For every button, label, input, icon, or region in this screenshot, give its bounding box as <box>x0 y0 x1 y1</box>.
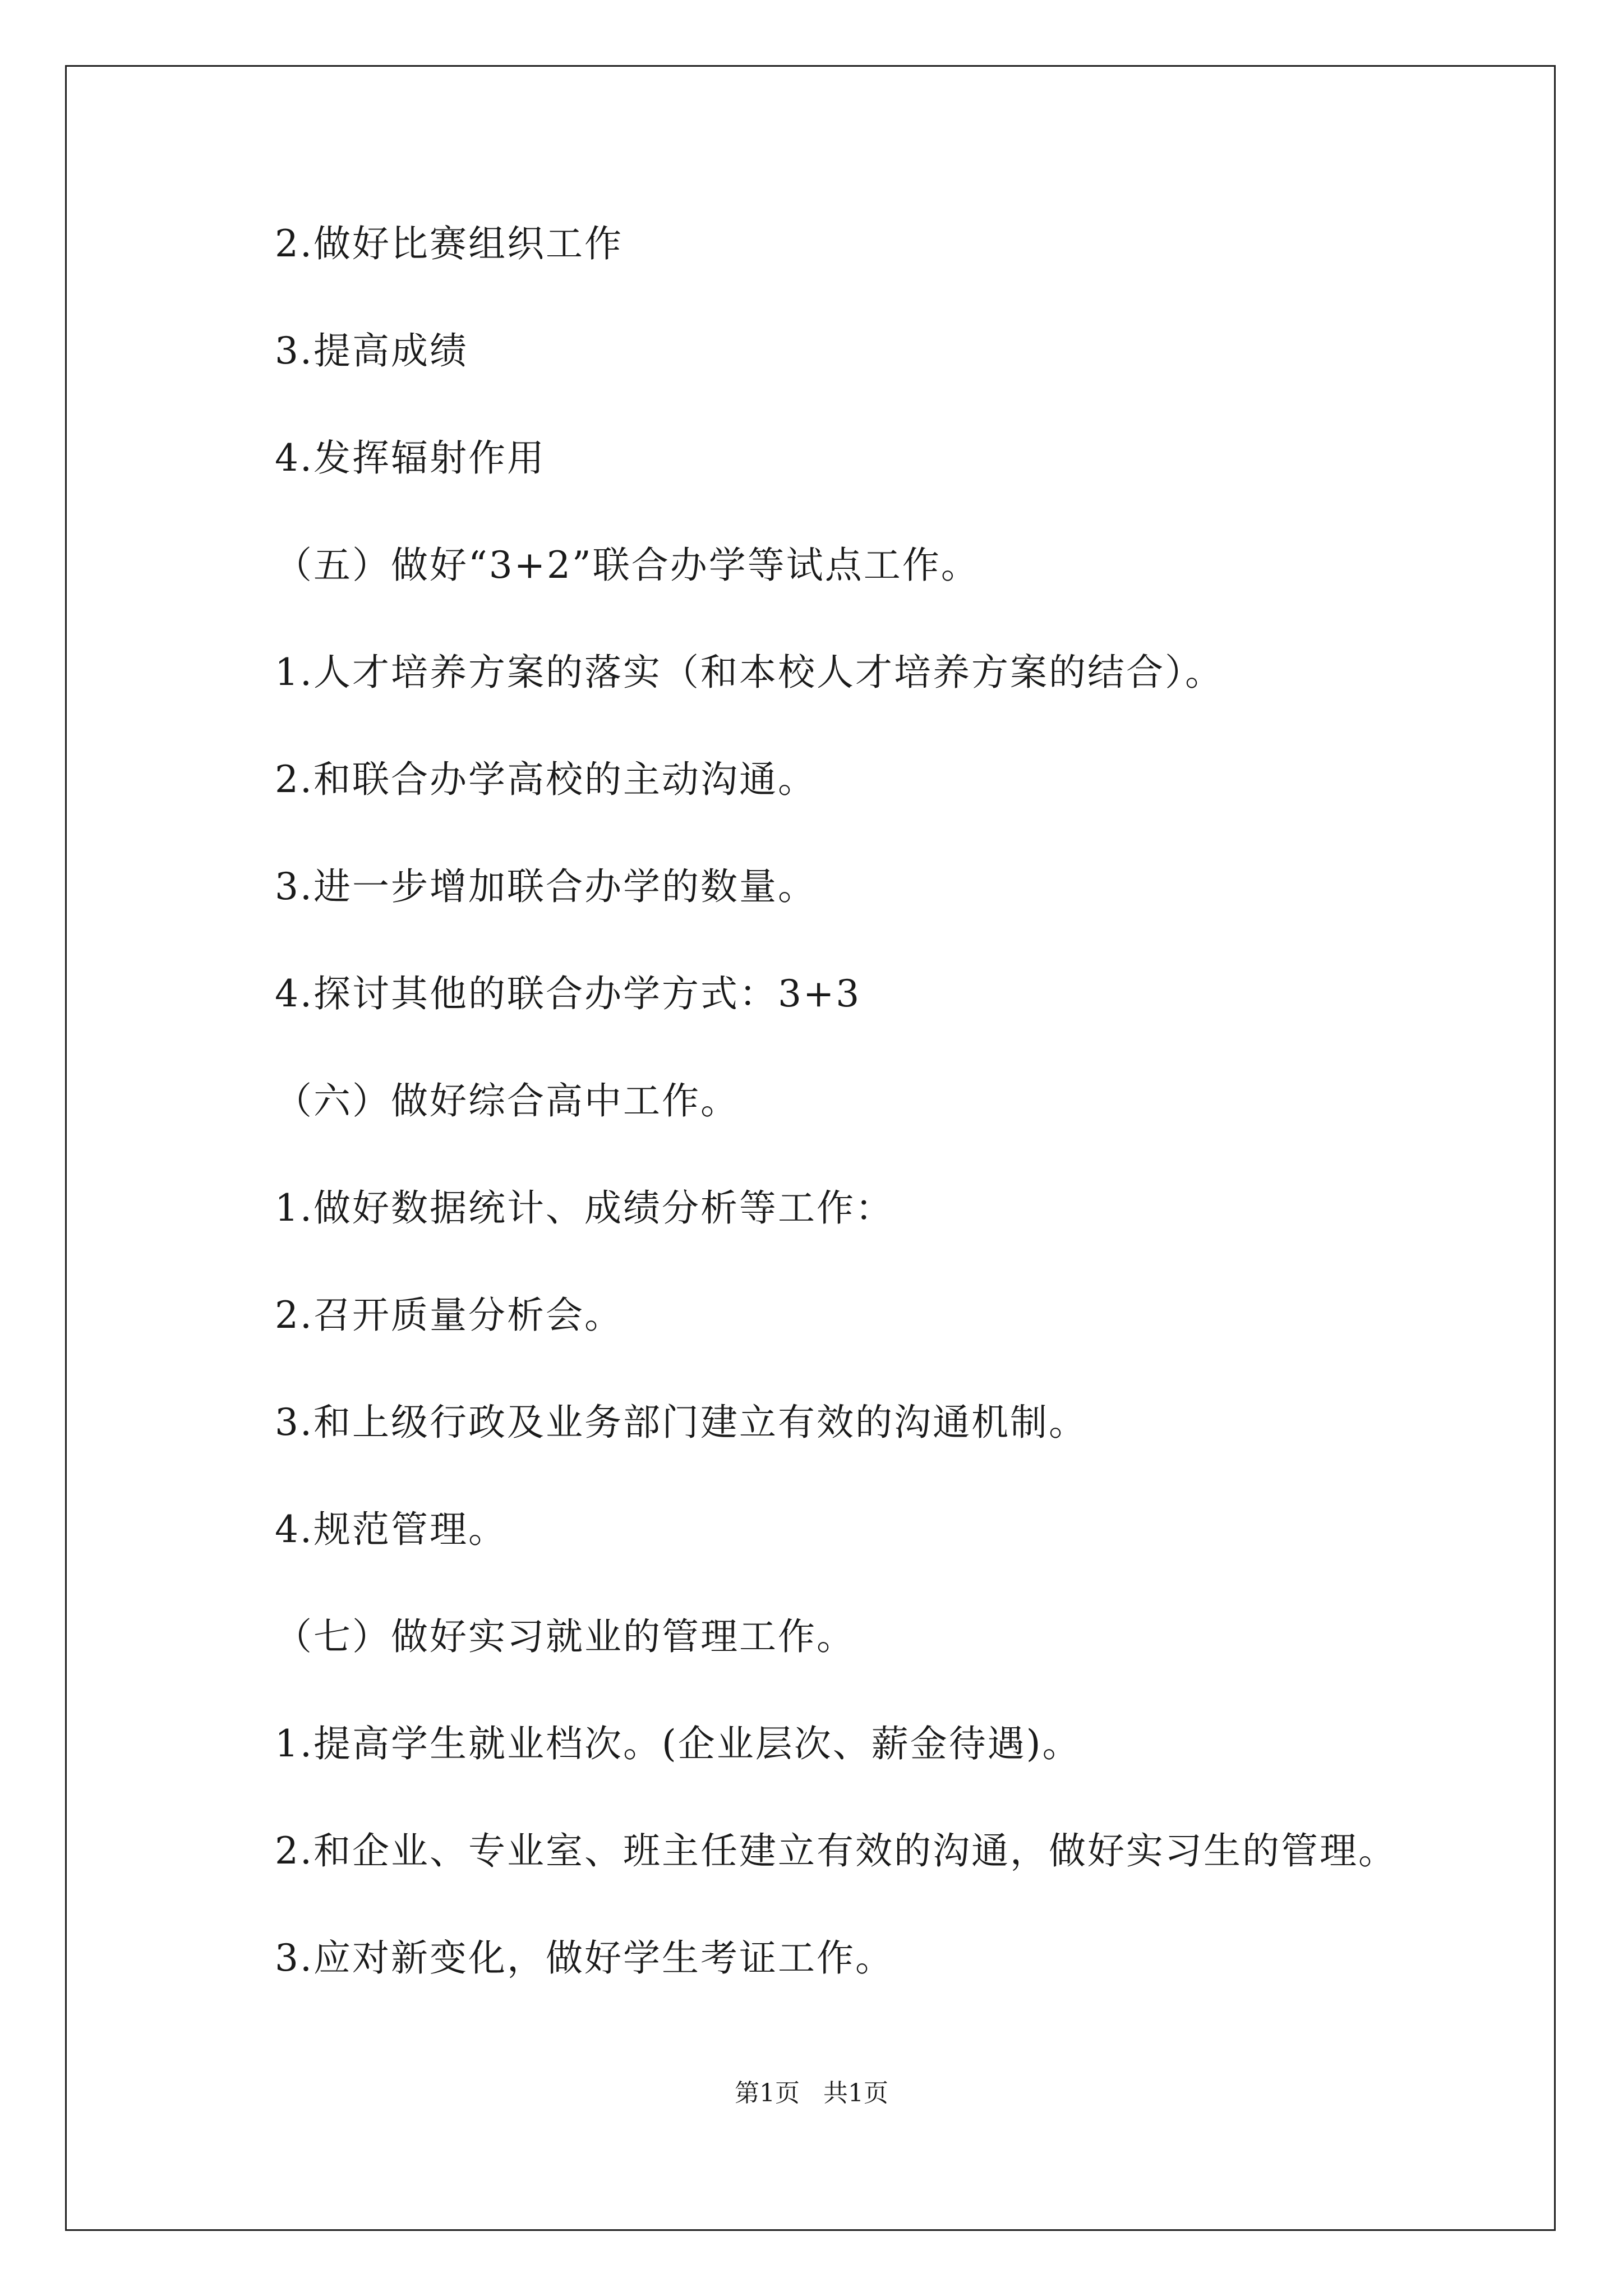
text-line: 3.进一步增加联合办学的数量。 <box>275 865 817 908</box>
page-border <box>65 65 1556 2231</box>
text-line: 1.做好数据统计、成绩分析等工作： <box>275 1186 894 1230</box>
text-line: 2.和联合办学高校的主动沟通。 <box>275 758 817 801</box>
text-line: 1.人才培养方案的落实（和本校人才培养方案的结合）。 <box>275 651 1224 694</box>
section-heading: （五）做好“3+2”联合办学等试点工作。 <box>275 544 980 587</box>
page-footer: 第1页 共1页 <box>735 2079 888 2108</box>
text-line: 4.规范管理。 <box>275 1508 507 1551</box>
text-line: 3.和上级行政及业务部门建立有效的沟通机制。 <box>275 1401 1087 1444</box>
section-heading: （七）做好实习就业的管理工作。 <box>275 1615 855 1658</box>
text-line: 3.应对新变化，做好学生考证工作。 <box>275 1936 894 1980</box>
section-heading: （六）做好综合高中工作。 <box>275 1079 739 1122</box>
text-line: 4.探讨其他的联合办学方式：3+3 <box>275 972 861 1015</box>
text-line: 2.做好比赛组织工作 <box>275 222 623 265</box>
text-line: 2.和企业、专业室、班主任建立有效的沟通，做好实习生的管理。 <box>275 1829 1397 1872</box>
text-line: 4.发挥辐射作用 <box>275 436 546 480</box>
text-line: 2.召开质量分析会。 <box>275 1294 623 1337</box>
text-line: 3.提高成绩 <box>275 329 468 372</box>
text-line: 1.提高学生就业档次。(企业层次、薪金待遇)。 <box>275 1722 1081 1765</box>
